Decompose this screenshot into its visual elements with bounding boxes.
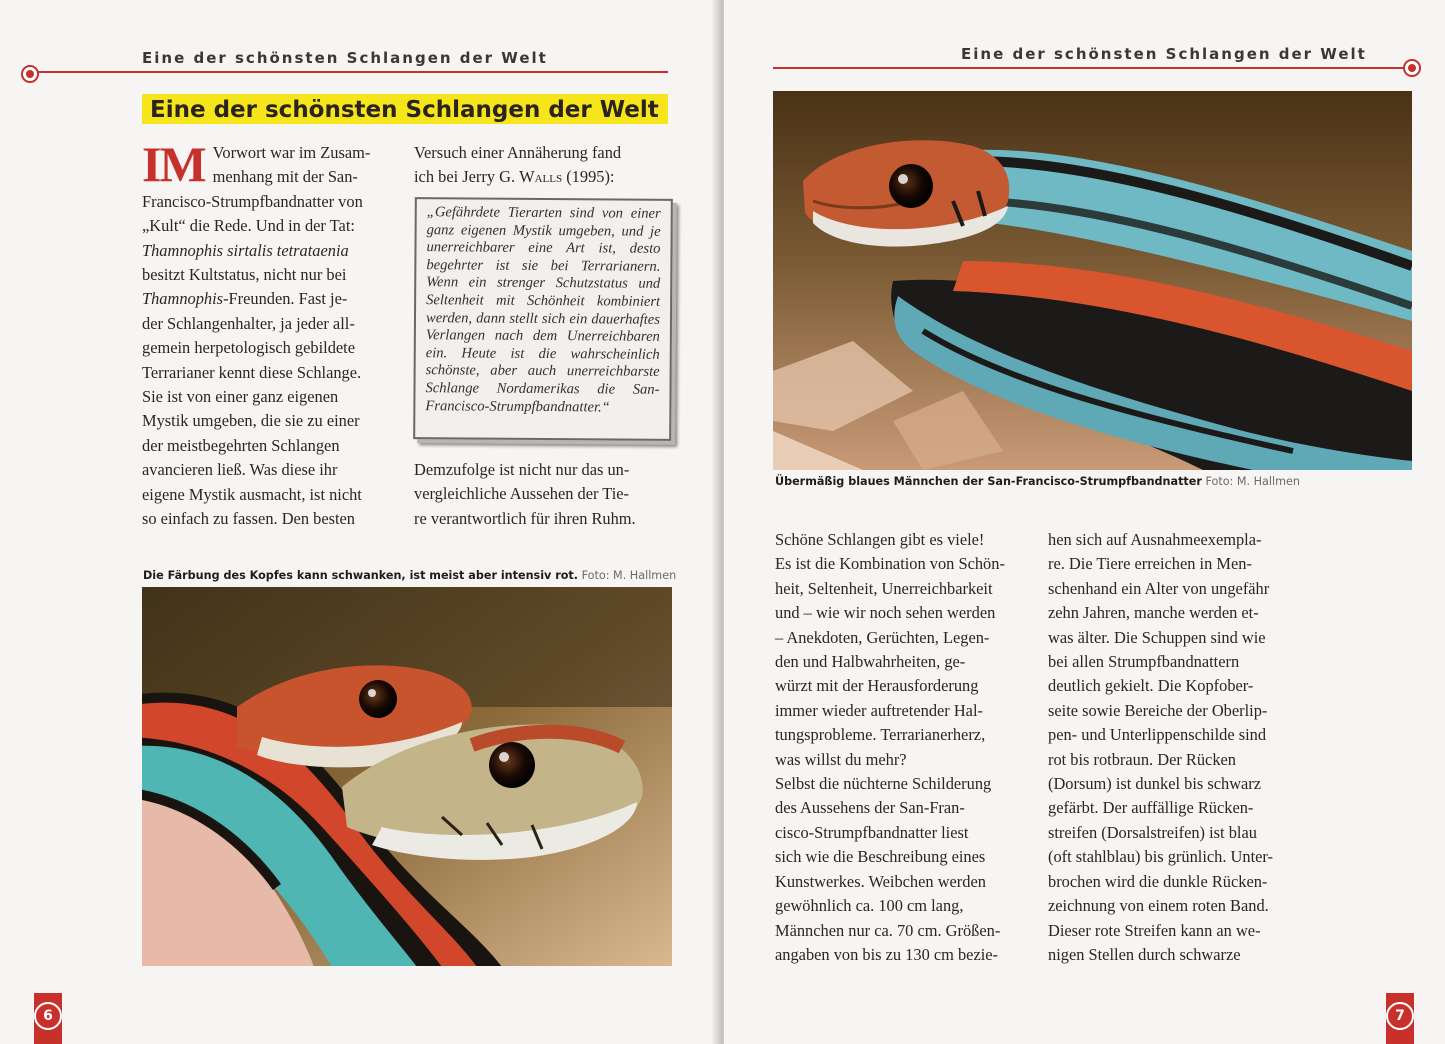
species-name: Thamnophis sirtalis tetrataenia [142, 240, 349, 260]
text-line: des Aussehens der San-Fran- [775, 798, 965, 818]
running-head: Eine der schönsten Schlangen der Welt [961, 45, 1367, 63]
text-line: streifen (Dorsalstreifen) ist blau [1048, 822, 1257, 842]
header-rule [38, 71, 668, 73]
text-line: heit, Seltenheit, Unerreichbarkeit [775, 578, 993, 598]
page-number: 7 [1386, 1002, 1414, 1030]
photo-caption: Die Färbung des Kopfes kann schwanken, ist meist aber intensiv rot. Foto: M. Hallmen [143, 569, 677, 582]
text-line: (oft stahlblau) bis grünlich. Unter- [1048, 847, 1273, 867]
text-line: Dieser rote Streifen kann an we- [1048, 920, 1261, 940]
text-line: der meistbegehrten Schlangen [142, 435, 340, 455]
text-line: seite sowie Bereiche der Oberlip- [1048, 700, 1268, 720]
text-line: den und Halbwahrheiten, ge- [775, 652, 966, 672]
snake-heads-photo [142, 587, 672, 966]
text-line: Vorwort war im Zusam- [212, 143, 371, 162]
photo-credit: Foto: M. Hallmen [581, 569, 677, 582]
photo-caption: Übermäßig blaues Männchen der San-Francisco-Strumpfbandnatter Foto: M. Hallmen [775, 475, 1300, 488]
text-line: deutlich gekielt. Die Kopfober- [1048, 676, 1254, 696]
text-line: bei allen Strumpfbandnattern [1048, 652, 1240, 672]
text-line: zehn Jahren, manche werden et- [1048, 603, 1259, 623]
text-column-2 [1048, 528, 1301, 967]
text-line: der Schlangenhalter, ja jeder all- [142, 313, 355, 333]
page-number: 6 [34, 1002, 62, 1030]
text-line: immer wieder auftretender Hal- [775, 700, 983, 720]
text-line: vergleichliche Aussehen der Tie- [414, 484, 630, 504]
text-line: cisco-Strumpfbandnatter liest [775, 822, 969, 842]
quote-box [413, 197, 673, 441]
text-line: – Anekdoten, Gerüchten, Legen- [775, 627, 990, 647]
target-bullet-icon [1403, 59, 1421, 77]
text-line: eigene Mystik ausmacht, ist nicht [142, 484, 362, 504]
text-line: gefärbt. Der auffällige Rücken- [1048, 798, 1254, 818]
text-line: nigen Stellen durch schwarze [1048, 944, 1241, 964]
text-line [142, 239, 395, 263]
text-line: pen- und Unterlippenschilde sind [1048, 725, 1267, 745]
text-line: Es ist die Kombination von Schön- [775, 554, 1005, 574]
running-head: Eine der schönsten Schlangen der Welt [142, 49, 548, 67]
text-line: Francisco-Strumpfbandnatter von [142, 191, 363, 211]
text-column-2-top [414, 141, 668, 190]
text-line: Mystik umgeben, die sie zu einer [142, 411, 360, 431]
text-line: angaben von bis zu 130 cm bezie- [775, 944, 999, 964]
photo-credit: Foto: M. Hallmen [1205, 475, 1300, 488]
left-page [0, 0, 718, 1044]
text-line: avancieren ließ. Was diese ihr [142, 460, 338, 480]
genus-name: Thamnophis [142, 289, 224, 309]
text-line: gewöhnlich ca. 100 cm lang, [775, 896, 964, 916]
text-line: Versuch einer Annäherung fand [414, 143, 622, 162]
text-line: Terrarianer kennt diese Schlange. [142, 362, 362, 382]
text-line: re. Die Tiere erreichen in Men- [1048, 554, 1252, 574]
text-line: gemein herpetologisch gebildete [142, 338, 356, 358]
text-line: was älter. Die Schuppen sind wie [1048, 627, 1266, 647]
text-line: hen sich auf Ausnahmeexempla- [1048, 530, 1262, 549]
header-rule [773, 67, 1405, 69]
text-line: ich bei Jerry G. Walls (1995): [414, 167, 615, 187]
text-line: menhang mit der San- [212, 167, 358, 187]
text-line: Sie ist von einer ganz eigenen [142, 387, 339, 407]
text-line: was willst du mehr? [775, 749, 907, 769]
drop-cap: IM [142, 136, 205, 192]
text-column-1 [142, 136, 395, 532]
text-line: Thamnophis-Freunden. Fast je- [142, 289, 348, 309]
text-line: brochen wird die dunkle Rücken- [1048, 871, 1268, 891]
target-bullet-icon [21, 65, 39, 83]
text-line: besitzt Kultstatus, nicht nur bei [142, 265, 347, 285]
blue-male-snake-photo [773, 91, 1412, 470]
text-line: (Dorsum) ist dunkel bis schwarz [1048, 774, 1262, 794]
text-line: rot bis rotbraun. Der Rücken [1048, 749, 1236, 769]
text-line: tungsprobleme. Terrarianerherz, [775, 725, 986, 745]
text-line: zeichnung von einem roten Band. [1048, 896, 1269, 916]
text-line: und – wie wir noch sehen werden [775, 603, 996, 623]
right-page [724, 0, 1445, 1044]
text-column-1 [775, 528, 1028, 967]
text-line: würzt mit der Herausforderung [775, 676, 979, 696]
text-line: re verantwortlich für ihren Ruhm. [414, 508, 636, 528]
text-line: Demzufolge ist nicht nur das un- [414, 460, 630, 479]
chapter-heading: Eine der schönsten Schlangen der Welt [142, 94, 668, 124]
text-line: sich wie die Beschreibung eines [775, 847, 986, 867]
text-line: Schöne Schlangen gibt es viele! [775, 530, 985, 549]
text-column-2-bottom [414, 458, 668, 531]
text-line: Selbst die nüchterne Schilderung [775, 774, 992, 794]
text-line: schenhand ein Alter von ungefähr [1048, 578, 1270, 598]
author-name: Walls [519, 167, 563, 187]
text-line: so einfach zu fassen. Den besten [142, 509, 355, 529]
text-line: Männchen nur ca. 70 cm. Größen- [775, 920, 1001, 940]
text-line: „Kult“ die Rede. Und in der Tat: [142, 216, 355, 236]
quote-text: „Gefährdete Tierarten sind von einer ganz eigenen Mystik umgeben, und je unerreichbarer eine Art ist, desto begehrter ist sie bei Terrarianern. Wenn ein strenger Schutzstatus und Seltenheit mit Schönheit kombiniert werden, dann stellt sich ein dauerhaftes Verlangen nach dem Unerreichbaren ein. Heute ist die wahrscheinlich schönste, aber auch unerreichbarste Schlange Nordamerikas die San-Francisco-Strumpfbandnatter.“ [425, 204, 661, 415]
text-line: Kunstwerkes. Weibchen werden [775, 871, 986, 891]
